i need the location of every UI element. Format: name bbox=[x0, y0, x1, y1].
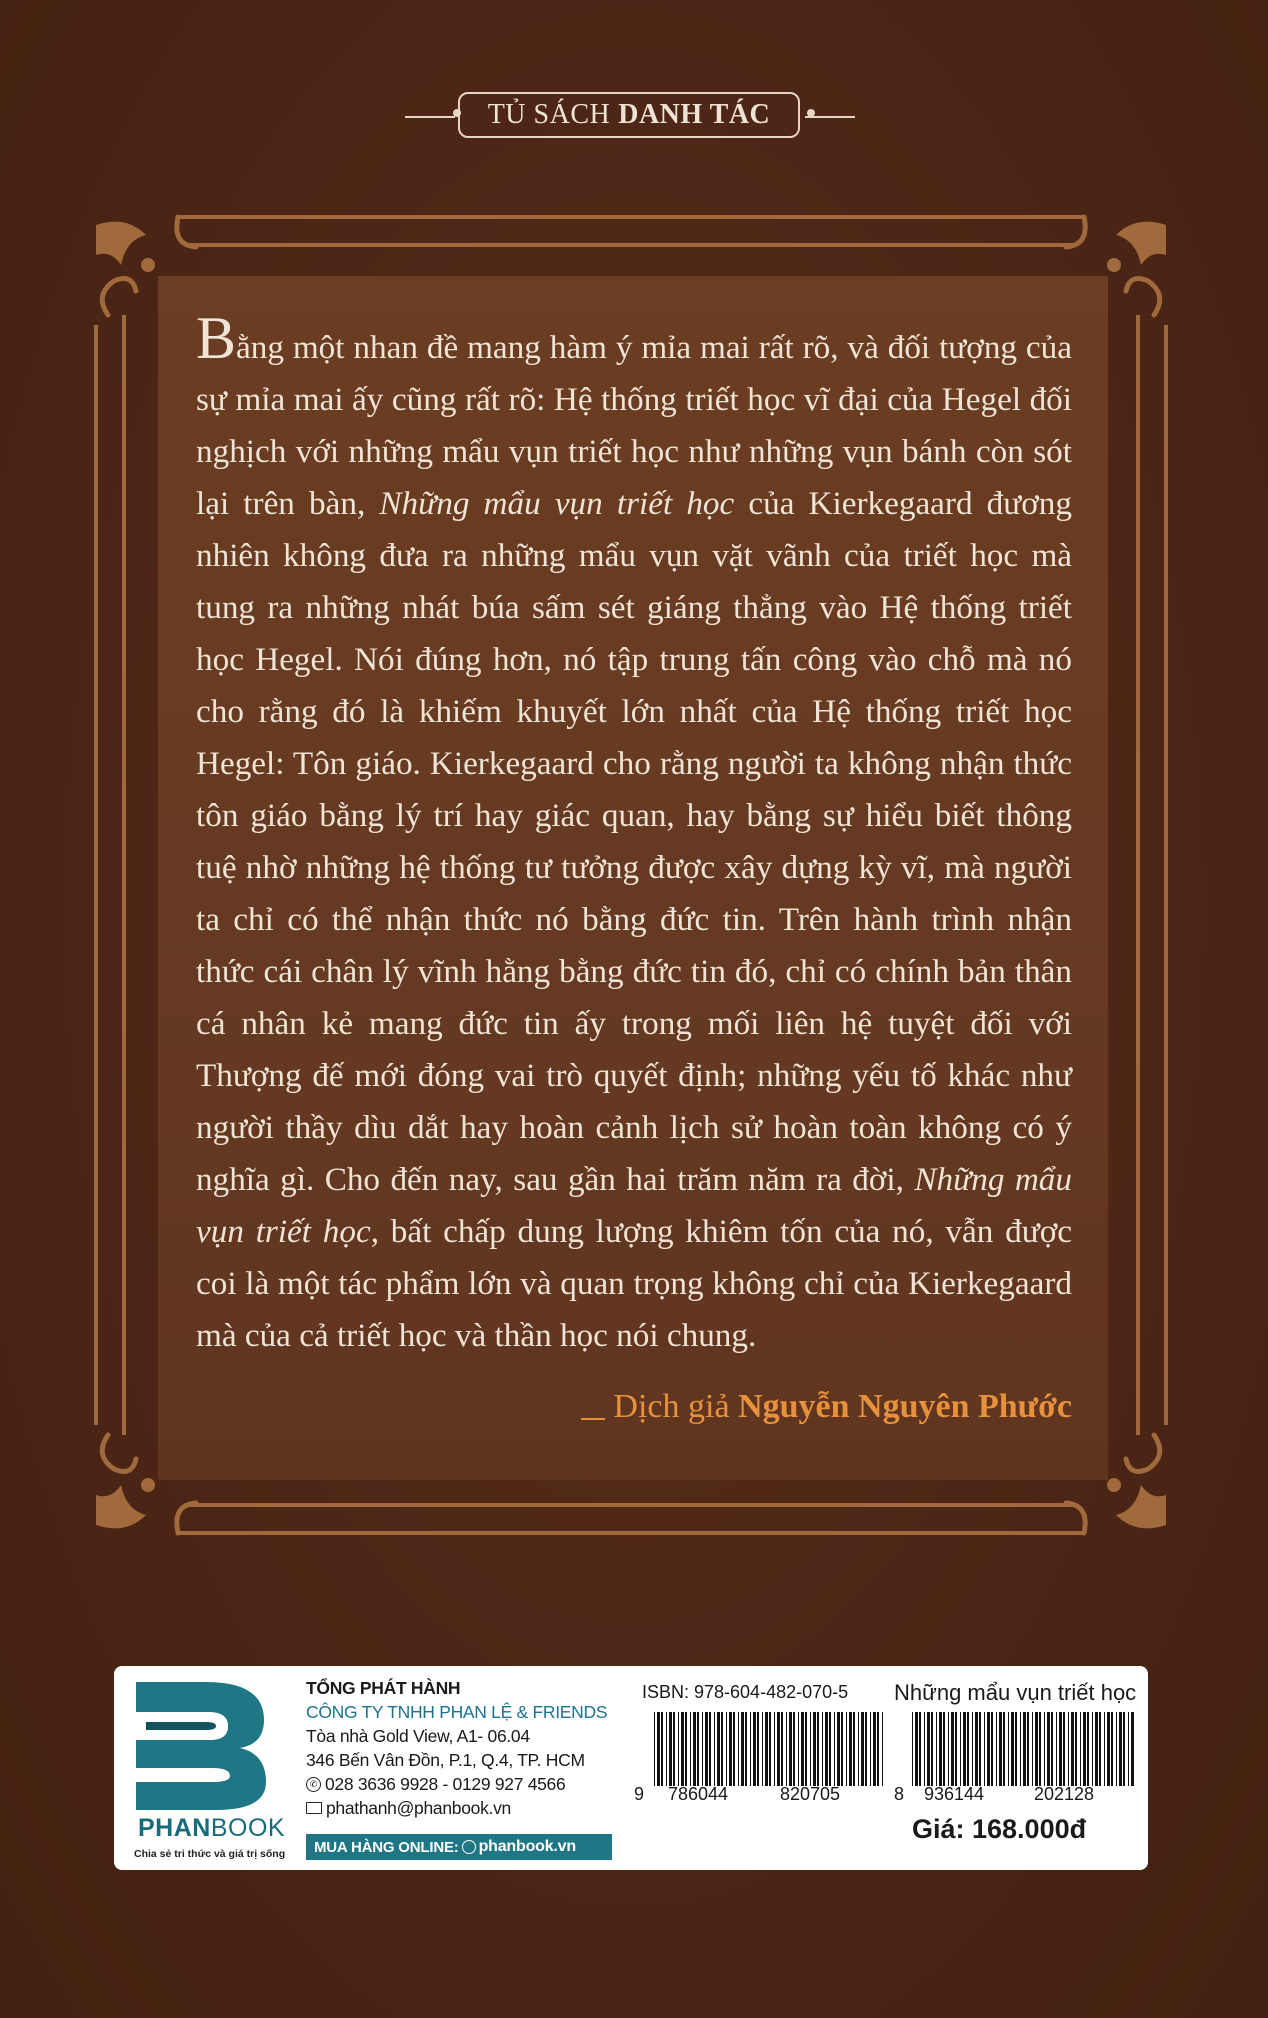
barcode-bar bbox=[912, 1712, 913, 1786]
barcode-bar bbox=[948, 1712, 949, 1786]
digit-group: 202128 bbox=[1034, 1784, 1095, 1804]
barcode-bar bbox=[1011, 1712, 1014, 1786]
barcode-bar bbox=[984, 1712, 985, 1786]
series-banner bbox=[0, 92, 1268, 142]
website-link[interactable]: phanbook.vn bbox=[478, 1838, 576, 1855]
barcode-bar bbox=[705, 1712, 708, 1786]
barcode-bar bbox=[817, 1712, 819, 1786]
barcode-bar bbox=[765, 1712, 768, 1786]
buy-online-label: MUA HÀNG ONLINE: bbox=[314, 1838, 459, 1856]
series-box bbox=[458, 92, 800, 138]
barcode-bar bbox=[1092, 1712, 1093, 1786]
barcode-bar bbox=[963, 1712, 966, 1786]
logo-name-bold: PHAN bbox=[138, 1814, 211, 1842]
barcode-bar bbox=[825, 1712, 828, 1786]
signature-role: Dịch giả bbox=[613, 1388, 730, 1425]
barcode-bar bbox=[1071, 1712, 1074, 1786]
barcode-bar bbox=[741, 1712, 744, 1786]
barcode-bar bbox=[678, 1712, 679, 1786]
phone-icon: ✆ bbox=[306, 1777, 321, 1792]
barcode-bar bbox=[877, 1712, 879, 1786]
barcode-bar bbox=[1015, 1712, 1017, 1786]
buy-online-bar bbox=[306, 1834, 612, 1860]
signature-dash bbox=[581, 1418, 605, 1420]
barcode-bar bbox=[936, 1712, 937, 1786]
email-icon bbox=[306, 1802, 322, 1814]
barcode-bar bbox=[738, 1712, 739, 1786]
price-barcode bbox=[912, 1712, 1134, 1786]
barcode-bar bbox=[853, 1712, 855, 1786]
barcode-bar bbox=[1023, 1712, 1026, 1786]
barcode-bar bbox=[1044, 1712, 1045, 1786]
barcode-bar bbox=[1047, 1712, 1050, 1786]
barcode-bar bbox=[1107, 1712, 1110, 1786]
barcode-bar bbox=[757, 1712, 759, 1786]
barcode-bar bbox=[1111, 1712, 1113, 1786]
barcode-bar bbox=[673, 1712, 675, 1786]
barcode-bar bbox=[1099, 1712, 1101, 1786]
series-name: DANH TÁC bbox=[618, 99, 771, 130]
barcode-bar bbox=[717, 1712, 720, 1786]
logo-name-light: BOOK bbox=[210, 1814, 286, 1842]
barcode-bar bbox=[861, 1712, 864, 1786]
barcode-bar bbox=[1008, 1712, 1009, 1786]
barcode-bar bbox=[777, 1712, 780, 1786]
barcode-bar bbox=[762, 1712, 763, 1786]
barcode-bar bbox=[858, 1712, 859, 1786]
barcode-bar bbox=[870, 1712, 871, 1786]
ornament-dot bbox=[807, 109, 815, 117]
barcode-bar bbox=[661, 1712, 663, 1786]
barcode-bar bbox=[798, 1712, 799, 1786]
phone-number: 028 3636 9928 - 0129 927 4566 bbox=[325, 1774, 566, 1794]
barcode-bar bbox=[991, 1712, 993, 1786]
barcode-bar bbox=[726, 1712, 727, 1786]
code2-digits bbox=[894, 1784, 1134, 1805]
barcode-bar bbox=[1068, 1712, 1069, 1786]
logo-name bbox=[138, 1814, 285, 1843]
barcode-bar bbox=[781, 1712, 783, 1786]
barcode-bar bbox=[1095, 1712, 1098, 1786]
barcode-bar bbox=[1087, 1712, 1089, 1786]
divider-line bbox=[405, 116, 455, 118]
barcode-bar bbox=[810, 1712, 811, 1786]
barcode-bar bbox=[721, 1712, 723, 1786]
isbn-digits bbox=[634, 1784, 884, 1805]
globe-icon bbox=[462, 1840, 476, 1854]
barcode-bar bbox=[924, 1712, 925, 1786]
barcode-bar bbox=[822, 1712, 823, 1786]
barcode-bar bbox=[967, 1712, 969, 1786]
translator-signature bbox=[196, 1388, 1072, 1426]
barcode-bar bbox=[1020, 1712, 1021, 1786]
barcode-bar bbox=[654, 1712, 655, 1786]
barcode-bar bbox=[693, 1712, 696, 1786]
logo-mark-icon bbox=[136, 1682, 266, 1810]
barcode-bar bbox=[685, 1712, 687, 1786]
barcode-bar bbox=[709, 1712, 711, 1786]
publisher-label bbox=[114, 1666, 1148, 1870]
isbn-barcode bbox=[654, 1712, 886, 1786]
barcode-bar bbox=[865, 1712, 867, 1786]
barcode-bar bbox=[1119, 1712, 1122, 1786]
digit-group: 820705 bbox=[780, 1784, 841, 1804]
book-title-italic: Những mẩu vụn triết học bbox=[196, 1161, 1072, 1250]
blurb-part: ằng một nhan đề mang hàm ý mỉa mai rất rõ, và đối tượng của sự mỉa mai ấy cũng rất rõ: Hệ thống triết học vĩ đại của Hegel đối nghịch với những mẩu vụn triết học như những vụn bánh còn sót lại trên bàn, bbox=[196, 329, 1072, 522]
barcode-bar bbox=[829, 1712, 831, 1786]
barcode-bar bbox=[996, 1712, 997, 1786]
company-name: CÔNG TY TNHH PHAN LỆ & FRIENDS bbox=[306, 1702, 608, 1722]
blurb-part: , bất chấp dung lượng khiêm tốn của nó, vẫn được coi là một tác phẩm lớn và quan trọng không chỉ của Kierkegaard mà của cả triết học và thần học nói chung. bbox=[196, 1213, 1072, 1354]
barcode-bar bbox=[657, 1712, 660, 1786]
barcode-bar bbox=[1128, 1712, 1129, 1786]
logo-tagline: Chia sẻ tri thức và giá trị sống bbox=[134, 1848, 286, 1860]
barcode-book-title: Những mẩu vụn triết học bbox=[894, 1680, 1137, 1705]
barcode-bar bbox=[769, 1712, 771, 1786]
barcode-bar bbox=[979, 1712, 981, 1786]
barcode-bar bbox=[1027, 1712, 1029, 1786]
barcode-bar bbox=[1123, 1712, 1125, 1786]
barcode-bar bbox=[774, 1712, 775, 1786]
barcode-bar bbox=[793, 1712, 795, 1786]
barcode-bar bbox=[1080, 1712, 1081, 1786]
barcode-bar bbox=[1003, 1712, 1005, 1786]
barcode-bar bbox=[801, 1712, 804, 1786]
barcode-bar bbox=[943, 1712, 945, 1786]
barcode-bar bbox=[805, 1712, 807, 1786]
price: Giá: 168.000đ bbox=[912, 1814, 1087, 1844]
barcode-bar bbox=[915, 1712, 918, 1786]
barcode-bar bbox=[837, 1712, 840, 1786]
barcode-bar bbox=[919, 1712, 921, 1786]
barcode-bar bbox=[1063, 1712, 1065, 1786]
book-title-italic: Những mẩu vụn triết học bbox=[379, 485, 735, 522]
email-address[interactable]: phathanh@phanbook.vn bbox=[326, 1798, 511, 1818]
series-prefix: TỦ SÁCH bbox=[487, 99, 611, 130]
barcode-bar bbox=[951, 1712, 954, 1786]
digit-lead: 9 bbox=[634, 1784, 645, 1804]
distributor-label: TỔNG PHÁT HÀNH bbox=[306, 1678, 461, 1698]
barcode-bar bbox=[975, 1712, 978, 1786]
barcode-bar bbox=[931, 1712, 933, 1786]
barcode-bar bbox=[955, 1712, 957, 1786]
barcode-bar bbox=[1104, 1712, 1105, 1786]
phone-row bbox=[306, 1772, 636, 1796]
barcode-bar bbox=[1075, 1712, 1077, 1786]
address-line2: 346 Bến Vân Đồn, P.1, Q.4, TP. HCM bbox=[306, 1750, 585, 1770]
barcode-bar bbox=[846, 1712, 847, 1786]
translator-name: Nguyễn Nguyên Phước bbox=[738, 1388, 1072, 1425]
barcode-bar bbox=[789, 1712, 792, 1786]
digit-lead: 8 bbox=[894, 1784, 905, 1804]
barcode-bar bbox=[702, 1712, 703, 1786]
barcode-bar bbox=[1083, 1712, 1086, 1786]
barcode-bar bbox=[697, 1712, 699, 1786]
distributor-info bbox=[306, 1676, 636, 1820]
digit-group: 936144 bbox=[924, 1784, 985, 1804]
barcode-bar bbox=[681, 1712, 684, 1786]
barcode-bar bbox=[1116, 1712, 1117, 1786]
barcode-bar bbox=[750, 1712, 751, 1786]
barcode-bar bbox=[972, 1712, 973, 1786]
barcode-bar bbox=[1051, 1712, 1053, 1786]
barcode-bar bbox=[666, 1712, 667, 1786]
address-line1: Tòa nhà Gold View, A1- 06.04 bbox=[306, 1726, 530, 1746]
barcode-bar bbox=[690, 1712, 691, 1786]
barcode-bar bbox=[882, 1712, 883, 1786]
barcode-bar bbox=[786, 1712, 787, 1786]
isbn-text: ISBN: 978-604-482-070-5 bbox=[642, 1682, 849, 1702]
barcode-bar bbox=[745, 1712, 747, 1786]
barcode-bar bbox=[987, 1712, 990, 1786]
blurb-part: của Kierkegaard đương nhiên không đưa ra những mẩu vụn vặt vãnh của triết học mà tung ra những nhát búa sấm sét giáng thẳng vào Hệ thống triết học Hegel. Nói đúng hơn, nó tập trung tấn công vào chỗ mà nó cho rằng đó là khiếm khuyết lớn nhất của Hệ thống triết học Hegel: Tôn giáo. Kierkegaard cho rằng người ta không nhận thức tôn giáo bằng lý trí hay giác quan, hay bằng sự hiểu biết thông tuệ nhờ những hệ thống tư tưởng được xây dựng kỳ vĩ, mà người ta chỉ có thể nhận thức nó bằng đức tin. Trên hành trình nhận thức cái chân lý vĩnh hằng bằng đức tin đó, chỉ có chính bản thân cá nhân kẻ mang đức tin ấy trong mối liên hệ tuyệt đối với Thượng đế mới đóng vai trò quyết định; những yếu tố khác như người thầy dìu dắt hay hoàn cảnh lịch sử hoàn toàn không có ý nghĩa gì. Cho đến nay, sau gần hai trăm năm ra đời, bbox=[196, 485, 1072, 1198]
barcode-bar bbox=[1032, 1712, 1033, 1786]
barcode-bar bbox=[1059, 1712, 1062, 1786]
barcode-bar bbox=[960, 1712, 961, 1786]
barcode-bar bbox=[733, 1712, 735, 1786]
barcode-bar bbox=[849, 1712, 852, 1786]
barcode-bar bbox=[841, 1712, 843, 1786]
barcode-bar bbox=[753, 1712, 756, 1786]
drop-cap: B bbox=[196, 305, 237, 371]
barcode-bar bbox=[873, 1712, 876, 1786]
barcode-bar bbox=[1131, 1712, 1134, 1786]
barcode-bar bbox=[669, 1712, 672, 1786]
email-row bbox=[306, 1796, 636, 1820]
digit-group: 786044 bbox=[668, 1784, 729, 1804]
barcode-bar bbox=[813, 1712, 816, 1786]
barcode-bar bbox=[1035, 1712, 1038, 1786]
blurb-text bbox=[196, 305, 1072, 1362]
barcode-bar bbox=[729, 1712, 732, 1786]
barcode-bar bbox=[999, 1712, 1002, 1786]
barcode-bar bbox=[927, 1712, 930, 1786]
barcode-bar bbox=[714, 1712, 715, 1786]
barcode-bar bbox=[939, 1712, 942, 1786]
barcode-bar bbox=[1056, 1712, 1057, 1786]
barcode-bar bbox=[1039, 1712, 1041, 1786]
barcode-bar bbox=[834, 1712, 835, 1786]
ornament-dot bbox=[453, 109, 461, 117]
